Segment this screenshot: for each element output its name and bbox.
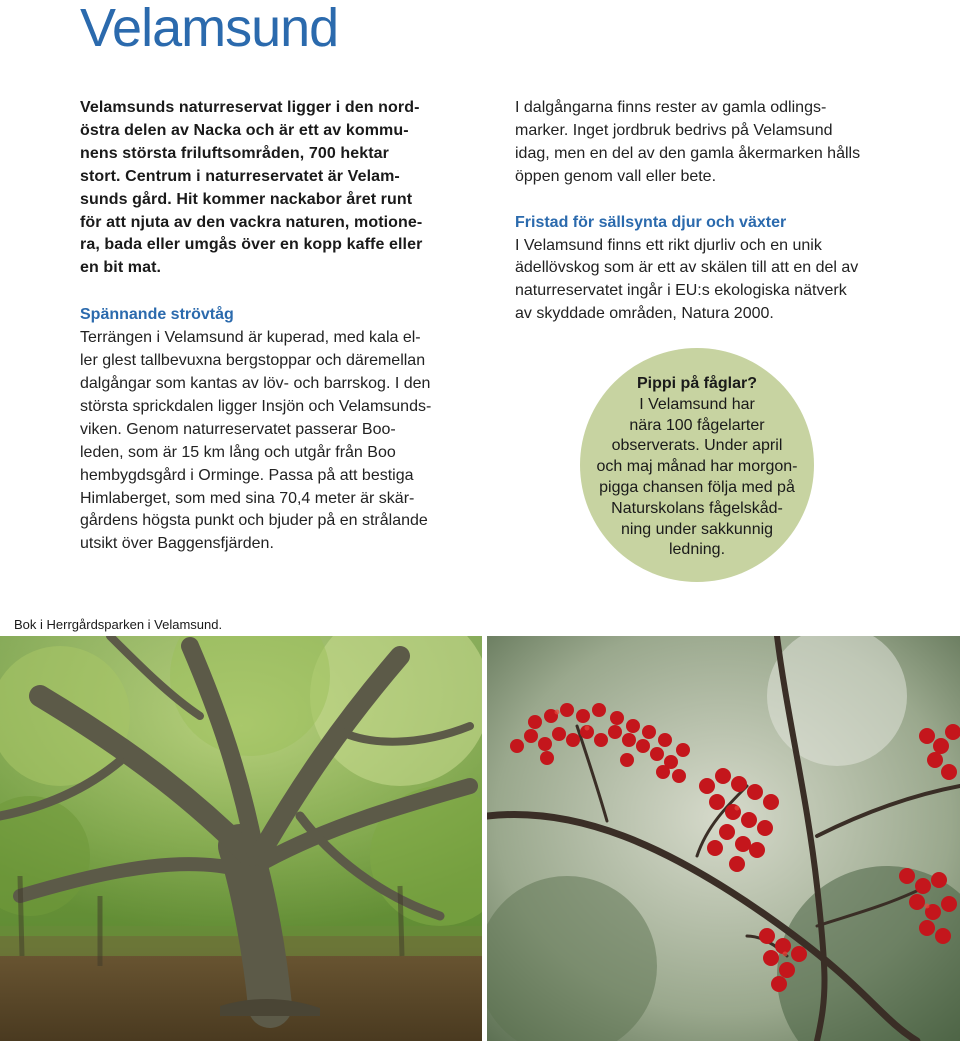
left-column bbox=[80, 97, 464, 556]
section-heading-strovtag: Spännande strövtåg bbox=[80, 306, 234, 324]
rowan-berries-photo bbox=[487, 636, 960, 1041]
intro-paragraph: Velamsunds naturreservat ligger i den nord- östra delen av Nacka och är ett av kommu- nens största friluftsområden, 700 hektar stort. Centrum i naturreservatet är Velam- sunds gård. Hit kommer nackabor året runt för att njuta av den vackra naturen, motione- ra, bada eller umgås över en kopp kaffe eller en bit mat. bbox=[80, 99, 423, 277]
callout-body: I Velamsund har nära 100 fågelarter observerats. Under april och maj månad har morgon- pigga chansen följa med på Naturskolans fågelskåd- ning under sakkunnig ledning. bbox=[596, 395, 798, 559]
section-body-strovtag: Terrängen i Velamsund är kuperad, med kala el- ler glest tallbevuxna bergstoppar och däremellan dalgångar som kantas av löv- och barrskog. I den största sprickdalen ligger Insjön och Velamsunds- viken. Genom naturreservatet passerar Boo- leden, som är 15 km lång och utgår från Boo hembygdsgård i Orminge. Passa på att bestiga Himlaberget, som med sina 70,4 meter är skär- gårdens högsta punkt och bjuder på en strålande utsikt över Baggensfjärden. bbox=[80, 329, 432, 553]
right-intro-paragraph: I dalgångarna finns rester av gamla odlings- marker. Inget jordbruk bedrivs på Velamsund idag, men en del av den gamla åkermarken hålls öppen genom vall eller bete. bbox=[515, 99, 861, 185]
section-body-fristad: I Velamsund finns ett rikt djurliv och en unik ädellövskog som är ett av skälen till att en del av naturreservatet ingår i EU:s ekologiska nätverk av skyddade områden, Natura 2000. bbox=[515, 236, 859, 323]
section-heading-fristad: Fristad för sällsynta djur och växter bbox=[515, 213, 787, 231]
callout-title: Pippi på fåglar? bbox=[636, 375, 757, 392]
beech-tree-photo bbox=[0, 636, 482, 1041]
right-column bbox=[515, 97, 895, 326]
photo-caption: Bok i Herrgårdsparken i Velamsund. bbox=[14, 617, 223, 632]
page-title: Velamsund bbox=[80, 0, 339, 58]
callout-circle bbox=[580, 348, 814, 582]
